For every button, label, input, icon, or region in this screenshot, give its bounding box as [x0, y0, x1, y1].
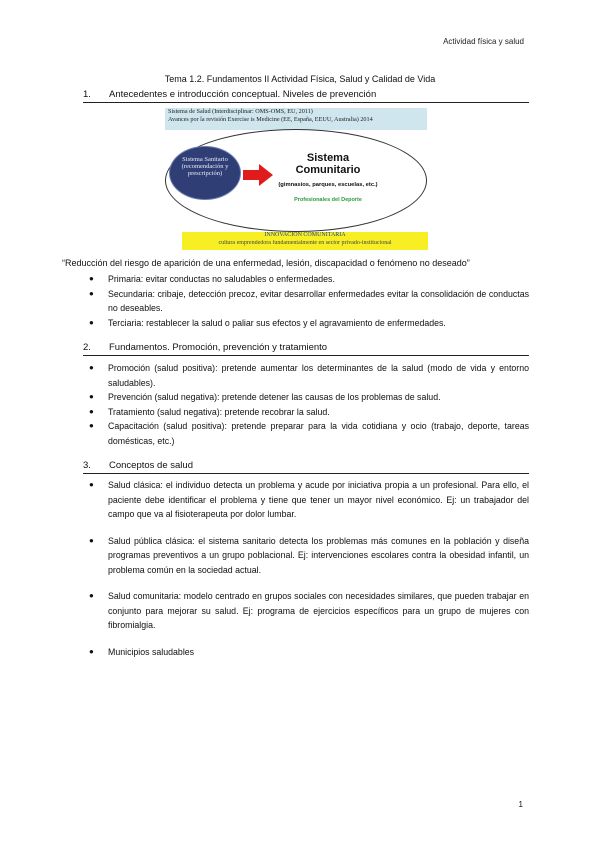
community-title [273, 152, 383, 176]
prevention-list [89, 272, 529, 330]
section-3-heading [83, 460, 193, 471]
list-item: ● Salud comunitaria: modelo centrado en grupos sociales con necesidades similares, que pueden trabajar en conjunto para mejorar su salud. Ej: programa de ejercicios específicos para un grupo de mujeres con fibromialgia. [89, 591, 529, 630]
bullet-icon: ● [89, 646, 94, 656]
section-1-heading [83, 89, 376, 100]
health-system-label: Sistema Sanitario (recomendación y prescripción) [181, 156, 229, 177]
bullet-icon: ● [89, 274, 94, 283]
list-item: ● Primaria: evitar conductas no saludables o enfermedades. [89, 272, 529, 287]
diagram-top-box [165, 108, 427, 130]
diagram-bottom-line-2: cultura emprendedora fundamentalmente en sector privado-institucional [218, 239, 392, 246]
list-item: ● Secundaria: cribaje, detección precoz, evitar desarrollar enfermedades evitar la consolidación de conductas no deseables. [89, 288, 529, 313]
section-3-number: 3. [83, 460, 91, 471]
bullet-icon: ● [89, 317, 94, 327]
section-2-rule [83, 355, 529, 356]
list-item: ● Municipios saludables [89, 645, 529, 660]
bullet-icon: ● [89, 288, 94, 298]
section-1-title: Antecedentes e introducción conceptual. Niveles de prevención [109, 89, 377, 100]
bullet-icon: ● [89, 363, 94, 372]
page-number: 1 [518, 800, 523, 809]
section-3-title: Conceptos de salud [109, 460, 193, 471]
community-title-line-1: Sistema [306, 152, 350, 164]
bullet-icon: ● [89, 406, 94, 416]
document-title: Tema 1.2. Fundamentos II Actividad Física, Salud y Calidad de Vida [164, 74, 436, 84]
conceptos-list [89, 478, 529, 659]
bullet-icon: ● [89, 421, 94, 430]
bullet-icon: ● [89, 535, 94, 545]
list-item: ● Salud clásica: el individuo detecta un problema y acude por iniciativa propia a un profesional. Para ello, el paciente debe identificar el problema y tiene que tener un mayor nivel económico. Ej: un trabajador del campo que va al fisioterapeuta por dolor lumbar. [89, 480, 529, 519]
community-title-line-2: Comunitario [295, 164, 361, 176]
section-2-title: Fundamentos. Promoción, prevención y tratamiento [109, 342, 328, 353]
list-item: ● Salud pública clásica: el sistema sanitario detecta los problemas más comunes en la población y diseña programas preventivos a un grupo poblacional. Ej: intervenciones escolares contra la obesidad infantil, un problema común en la sociedad actual. [89, 535, 529, 575]
section-2-number: 2. [83, 342, 91, 353]
fundamentos-list [89, 361, 529, 448]
diagram-bottom-line-1: INNOVACIÓN COMUNITARIA [264, 232, 346, 238]
community-subtitle: (gimnasios, parques, escuelas, etc.) [278, 182, 378, 188]
prevention-quote: “Reducción del riesgo de aparición de una enfermedad, lesión, discapacidad o fenómeno no deseado” [62, 258, 470, 268]
list-item: ● Promoción (salud positiva): pretende aumentar los determinantes de la salud (modo de vida y entorno saludables). [89, 363, 529, 388]
section-2-heading [83, 342, 327, 353]
section-1-rule [83, 102, 529, 103]
bullet-icon: ● [89, 480, 94, 489]
section-3-rule [83, 473, 529, 474]
diagram-bottom-box [182, 232, 428, 250]
list-item: ● Capacitación (salud positiva): pretende preparar para la vida cotidiana y ocio (trabajo, deporte, tareas domésticas, etc.) [89, 421, 529, 446]
diagram-top-line-1: Sistema de Salud (Interdisciplinar: OMS-OMS, EU, 2011) [168, 108, 313, 115]
bullet-icon: ● [89, 392, 94, 401]
section-1-number: 1. [83, 89, 91, 100]
page-header: Actividad física y salud [443, 37, 524, 46]
list-item: ● Prevención (salud negativa): pretende detener las causas de los problemas de salud. [89, 390, 529, 405]
community-professionals: Profesionales del Deporte [294, 197, 362, 203]
bullet-icon: ● [89, 591, 94, 600]
diagram-top-line-2: Avances por la revisión Exercise is Medicine (EE, España, EEUU, Australia) 2014 [168, 116, 373, 123]
list-item: ● Terciaria: restablecer la salud o paliar sus efectos y el agravamiento de enfermedades. [89, 316, 529, 331]
health-system-diagram [165, 108, 427, 250]
list-item: ● Tratamiento (salud negativa): pretende recobrar la salud. [89, 405, 529, 420]
arrow-right-icon [243, 164, 273, 186]
